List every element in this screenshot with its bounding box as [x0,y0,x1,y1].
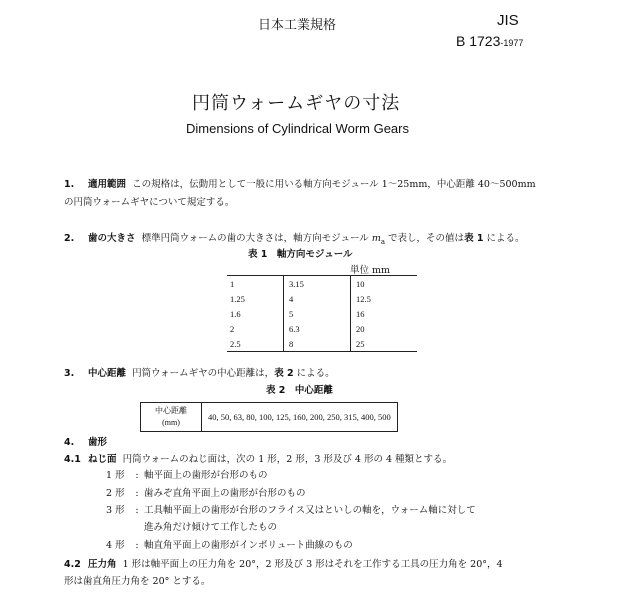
section-4-2-line-1 [64,556,503,570]
type-label: 3 形 [106,505,125,516]
section-number: 1. [64,179,75,190]
type-label: 4 形 [106,540,125,551]
page-title: 円筒ウォームギヤの寸法 [192,93,401,114]
table-row [227,321,417,336]
section-number: 4.1 [64,454,81,465]
section-heading: 圧力角 [88,559,117,570]
table-cell: 2.5 [227,336,284,352]
table-cell: 3.15 [284,276,351,292]
section-number: 2. [64,233,75,244]
page-title-english: Dimensions of Cylindrical Worm Gears [186,121,409,136]
type-text: 軸直角平面上の歯形がインボリュート曲線のもの [144,540,353,551]
table-cell: 5 [284,306,351,321]
section-3-line-1 [64,365,335,379]
section-text: この規格は，伝動用として一般に用いる軸方向モジュール 1～25mm，中心距離 40～500mm [132,179,536,190]
section-number: 3. [64,368,75,379]
table-cell: 25 [351,336,418,352]
table-cell: 1.6 [230,308,241,319]
section-heading: 中心距離 [88,368,127,379]
section-1-line-2: の円筒ウォームギヤについて規定する。 [64,197,235,208]
table-row [227,276,417,292]
table-cell: 2 [230,323,235,334]
section-heading: 歯の大きさ [88,233,136,244]
type-text: 軸平面上の歯形が台形のもの [144,470,268,481]
standard-number [456,33,523,49]
table-header-label: 中心距離 [155,406,187,415]
type-4-row [106,537,353,551]
table-cell: 20 [356,323,365,334]
table-row [227,306,417,321]
table-row [141,403,398,432]
table-header-unit: (mm) [162,418,180,427]
module-subscript: a [380,237,386,246]
section-text: による。 [483,233,525,244]
table-1 [227,275,417,352]
table-reference: 表 2 [274,368,294,379]
type-separator: : [135,540,139,551]
section-text: による。 [293,368,335,379]
type-separator: : [135,470,139,481]
table-row [227,336,417,352]
table-cell: 16 [356,308,365,319]
table-1-unit: 単位 mm [350,265,391,276]
table-cell: 40, 50, 63, 80, 100, 125, 160, 200, 250, 315, 400, 500 [202,403,398,432]
table-2 [140,402,398,432]
table-cell: 12.5 [356,293,371,304]
section-text: 1 形は軸平面上の圧力角を 20°，2 形及び 3 形はそれを工作する工具の圧力角を 20°，4 [122,559,503,570]
type-3-continuation: 進み角だけ傾けて工作したもの [144,522,278,533]
type-2-row [106,485,306,499]
section-1-line-1 [64,176,536,190]
section-heading: ねじ面 [88,454,117,465]
section-number: 4.2 [64,559,81,570]
table-cell: 1.25 [230,293,245,304]
standard-organization: 日本工業規格 [258,18,337,33]
table-cell: 8 [284,336,351,352]
section-text: 円筒ウォームのねじ面は，次の 1 形，2 形，3 形及び 4 形の 4 種類とする。 [122,454,453,465]
type-label: 1 形 [106,470,125,481]
table-2-caption: 表 2 中心距離 [266,385,333,396]
type-1-row [106,467,268,481]
type-separator: : [135,505,139,516]
section-text: で表し，その値は [385,233,465,244]
table-cell: 6.3 [284,321,351,336]
type-3-row [106,502,476,516]
standard-code: B 1723 [456,33,501,49]
table-1-caption: 表 1 軸方向モジュール [248,249,353,260]
jis-label: JIS [497,12,519,29]
table-reference: 表 1 [464,233,484,244]
type-text: 歯みぞ直角平面上の歯形が台形のもの [144,488,306,499]
section-4-2-line-2: 形は歯直角圧力角を 20° とする。 [64,576,211,587]
table-header-cell [141,403,202,432]
section-number: 4. [64,437,75,448]
table-cell: 10 [351,276,418,292]
section-4-heading [64,434,107,448]
module-symbol: m [371,233,381,244]
section-text: 標準円筒ウォームの歯の大きさは，軸方向モジュール [141,233,372,244]
table-cell: 1 [227,276,284,292]
type-text: 工具軸平面上の歯形が台形のフライス又はといしの軸を，ウォーム軸に対して [144,505,476,516]
section-2-line-1 [64,230,525,246]
table-cell: 4 [284,291,351,306]
table-row [227,291,417,306]
standard-year: -1977 [500,38,524,48]
section-heading: 歯形 [88,437,108,448]
type-label: 2 形 [106,488,125,499]
type-separator: : [135,488,139,499]
section-text: 円筒ウォームギヤの中心距離は， [132,368,275,379]
section-4-1-line [64,451,452,465]
section-heading: 適用範囲 [88,179,127,190]
